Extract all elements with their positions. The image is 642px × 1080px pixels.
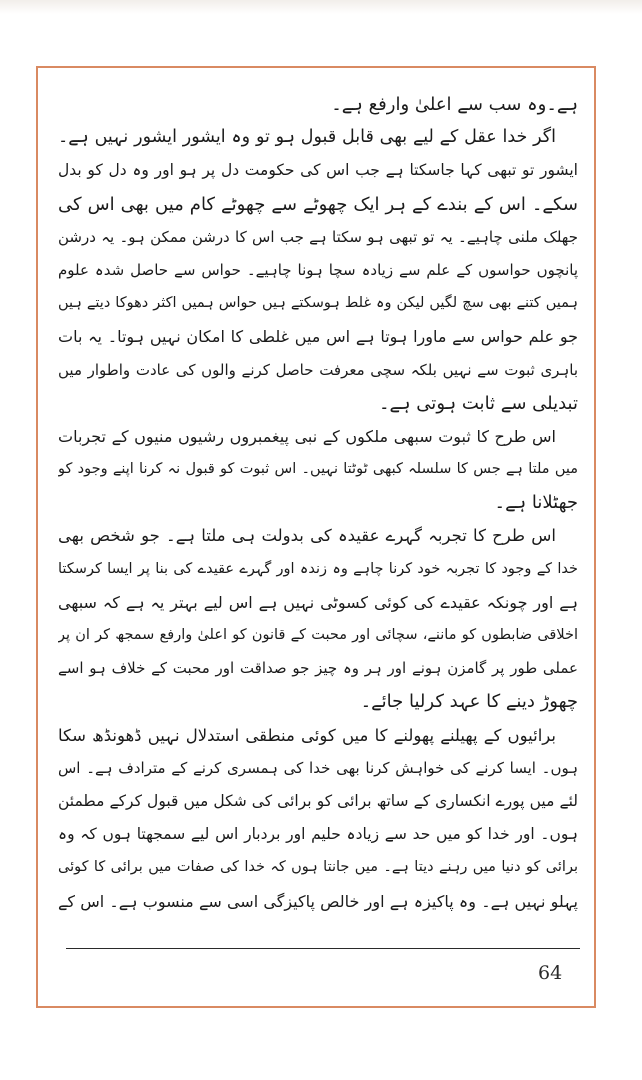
scan-top-edge [0, 0, 642, 14]
page-number: 64 [538, 962, 563, 984]
text-line: چھوڑ دینے کا عہد کرلیا جائے۔ [360, 691, 578, 713]
text-line: جھٹلانا ہے۔ [494, 492, 578, 514]
text-line: برائی کو دنیا میں رہنے دیتا ہے۔ میں جانتا ہوں کہ خدا کی صفات میں برائی کا کوئی [58, 859, 578, 876]
text-line: لئے میں پورے انکساری کے ساتھ برائی کو برائی کی شکل میں قبول کرکے مطمئن [58, 791, 578, 810]
text-line: باہری ثبوت سے نہیں بلکہ سچی معرفت حاصل کرنے والوں کی عادت واطوار میں [58, 360, 578, 379]
text-line: جو علم حواس سے ماورا ہوتا ہے اس میں غلطی کا امکان نہیں ہوتا۔ یہ بات [58, 327, 578, 347]
text-line: اس طرح کا تجربہ گہرے عقیدہ کی بدولت ہی ملتا ہے۔ جو شخص بھی [58, 526, 556, 546]
text-line: اگر خدا عقل کے لیے بھی قابل قبول ہو تو وہ ایشور ایشور نہیں ہے۔ [58, 127, 556, 148]
text-line: ہوں۔ اور خدا کو میں حد سے زیادہ حلیم اور بردبار اس لیے سمجھتا ہوں کہ وہ [58, 825, 578, 844]
footer-rule [66, 948, 580, 949]
text-line: اخلاقی ضابطوں کو ماننے، سچائی اور محبت کے قانون کو اعلیٰ وارفع سمجھ کر ان پر [58, 627, 578, 643]
text-line: عملی طور پر گامزن ہونے اور ہر وہ چیز جو صداقت اور محبت کے خلاف ہو اسے [58, 659, 578, 678]
text-line: پہلو نہیں ہے۔ وہ پاکیزہ ہے اور خالص پاکیزگی اسی سے منسوب ہے۔ اس کے [58, 891, 578, 911]
text-line: تبدیلی سے ثابت ہوتی ہے۔ [378, 392, 578, 414]
text-line: خدا کے وجود کا تجربہ خود کرنا چاہے وہ زندہ اور گہرے عقیدے کی بنا پر ایسا کرسکتا [58, 560, 578, 577]
text-line: جھلک ملنی چاہیے۔ یہ تو تبھی ہو سکتا ہے جب اس کا درشن ممکن ہو۔ یہ درشن [58, 227, 578, 246]
text-line: ہمیں کتنے بھی سچ لگیں لیکن وہ غلط ہوسکتے ہیں حواس ہمیں اکثر دھوکا دیتے ہیں [58, 295, 578, 312]
text-line: میں ملتا ہے جس کا سلسلہ کبھی ٹوٹتا نہیں۔ اس ثبوت کو قبول نہ کرنا اپنے وجود کو [58, 461, 578, 478]
text-line: ہوں۔ ایسا کرنے کی خواہش کرنا بھی خدا کی ہمسری کرنے کے مترادف ہے۔ اس [58, 758, 578, 777]
page-body-text [58, 88, 578, 918]
text-line: ہے اور چونکہ عقیدے کی کوئی کسوٹی نہیں ہے اس لیے بہتر یہ ہے کہ سبھی [58, 592, 578, 612]
text-line: ایشور تو تبھی کہا جاسکتا ہے جب اس کی حکومت دل پر ہو اور وہ دل کو بدل [58, 161, 578, 180]
text-line: برائیوں کے پھیلنے پھولنے کا میں کوئی منطقی استدلال نہیں ڈھونڈھ سکا [58, 725, 556, 745]
text-line: ہے۔وہ سب سے اعلیٰ وارفع ہے۔ [331, 94, 578, 115]
text-line: اس طرح کا ثبوت سبھی ملکوں کے نبی پیغمبروں رشیوں منیوں کے تجربات [58, 426, 556, 446]
text-line: سکے۔ اس کے بندے کے ہر ایک چھوٹے سے چھوٹے کام میں بھی اس کی [58, 193, 578, 215]
text-line: پانچوں حواسوں کے علم سے زیادہ سچا ہونا چاہیے۔ حواس سے حاصل شدہ علوم [58, 260, 578, 279]
